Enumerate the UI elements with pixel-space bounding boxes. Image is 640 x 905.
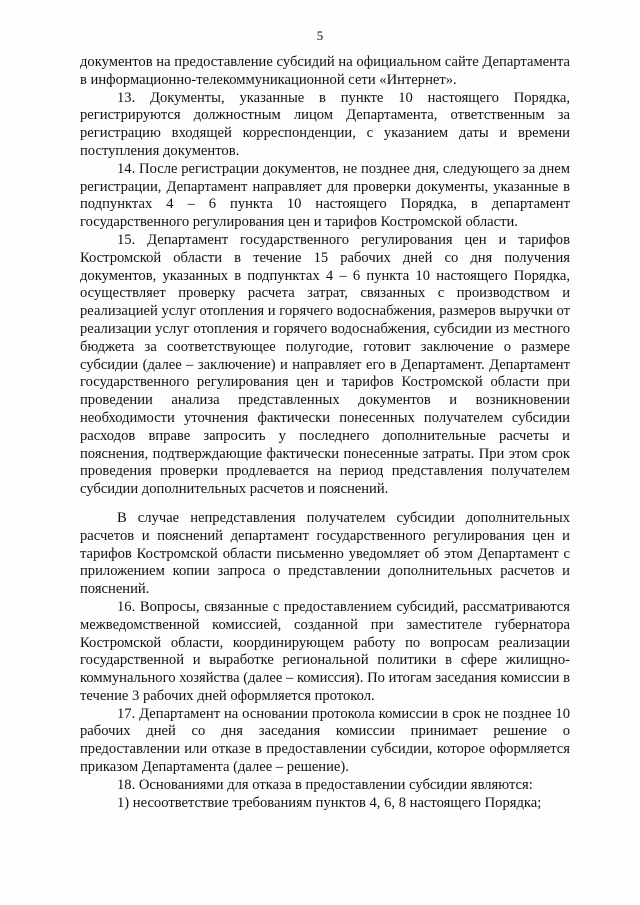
- paragraph-continuation: документов на предоставление субсидий на официальном сайте Департамента в информационно-телекоммуникационной сети «Интернет».: [80, 54, 570, 88]
- document-body: [80, 54, 570, 812]
- paragraph-15: 15. Департамент государственного регулирования цен и тарифов Костромской области в течение 15 рабочих дней со дня получения документов, указанных в подпунктах 4 – 6 пункта 10 настоящего Порядка, осуществляет проверку расчета затрат, связанных с производством и реализацией услуг отопления и горячего водоснабжения, размеров выручки от реализации услуг отопления и горячего водоснабжения, субсидии из местного бюджета за соответствующее полугодие, готовит заключение о размере субсидии (далее – заключение) и направляет его в Департамент. Департамент государственного регулирования цен и тарифов Костромской области при проведении анализа представленных документов и возникновении необходимости уточнения фактически понесенных получателем субсидии расходов вправе запросить у последнего дополнительные расчеты и пояснения, подтверждающие фактически понесенные затраты. При этом срок проведения проверки продлевается на период представления получателем субсидии дополнительных расчетов и пояснений.: [80, 231, 570, 498]
- paragraph-17: 17. Департамент на основании протокола комиссии в срок не позднее 10 рабочих дней со дня заседания комиссии принимает решение о предоставлении или отказе в предоставлении субсидии, которое оформляется приказом Департамента (далее – решение).: [80, 705, 570, 776]
- paragraph-13: 13. Документы, указанные в пункте 10 настоящего Порядка, регистрируются должностным лицом Департамента, ответственным за регистрацию входящей корреспонденции, с указанием даты и времени поступления документов.: [80, 89, 570, 159]
- list-item-1: 1) несоответствие требованиям пунктов 4, 6, 8 настоящего Порядка;: [117, 794, 542, 811]
- paragraph-14: 14. После регистрации документов, не позднее дня, следующего за днем регистрации, Департамент направляет для проверки документы, указанные в подпунктах 4 – 6 пункта 10 настоящего Порядка, в департамент государственного регулирования цен и тарифов Костромской области.: [80, 160, 570, 231]
- page-number: 5: [316, 28, 324, 43]
- paragraph-15-continuation: В случае непредставления получателем субсидии дополнительных расчетов и пояснений департамент государственного регулирования цен и тарифов Костромской области письменно уведомляет об этом Департамент с приложением копии запроса о представлении дополнительных расчетов и пояснений.: [80, 509, 570, 598]
- paragraph-16: 16. Вопросы, связанные с предоставлением субсидий, рассматриваются межведомственной комиссией, созданной при заместителе губернатора Костромской области, координирующем работу по вопросам реализации государственной и выработке региональной политики в сфере жилищно-коммунального хозяйства (далее – комиссия). По итогам заседания комиссии в течение 3 рабочих дней оформляется протокол.: [80, 598, 570, 704]
- paragraph-18: 18. Основаниями для отказа в предоставлении субсидии являются:: [117, 776, 533, 793]
